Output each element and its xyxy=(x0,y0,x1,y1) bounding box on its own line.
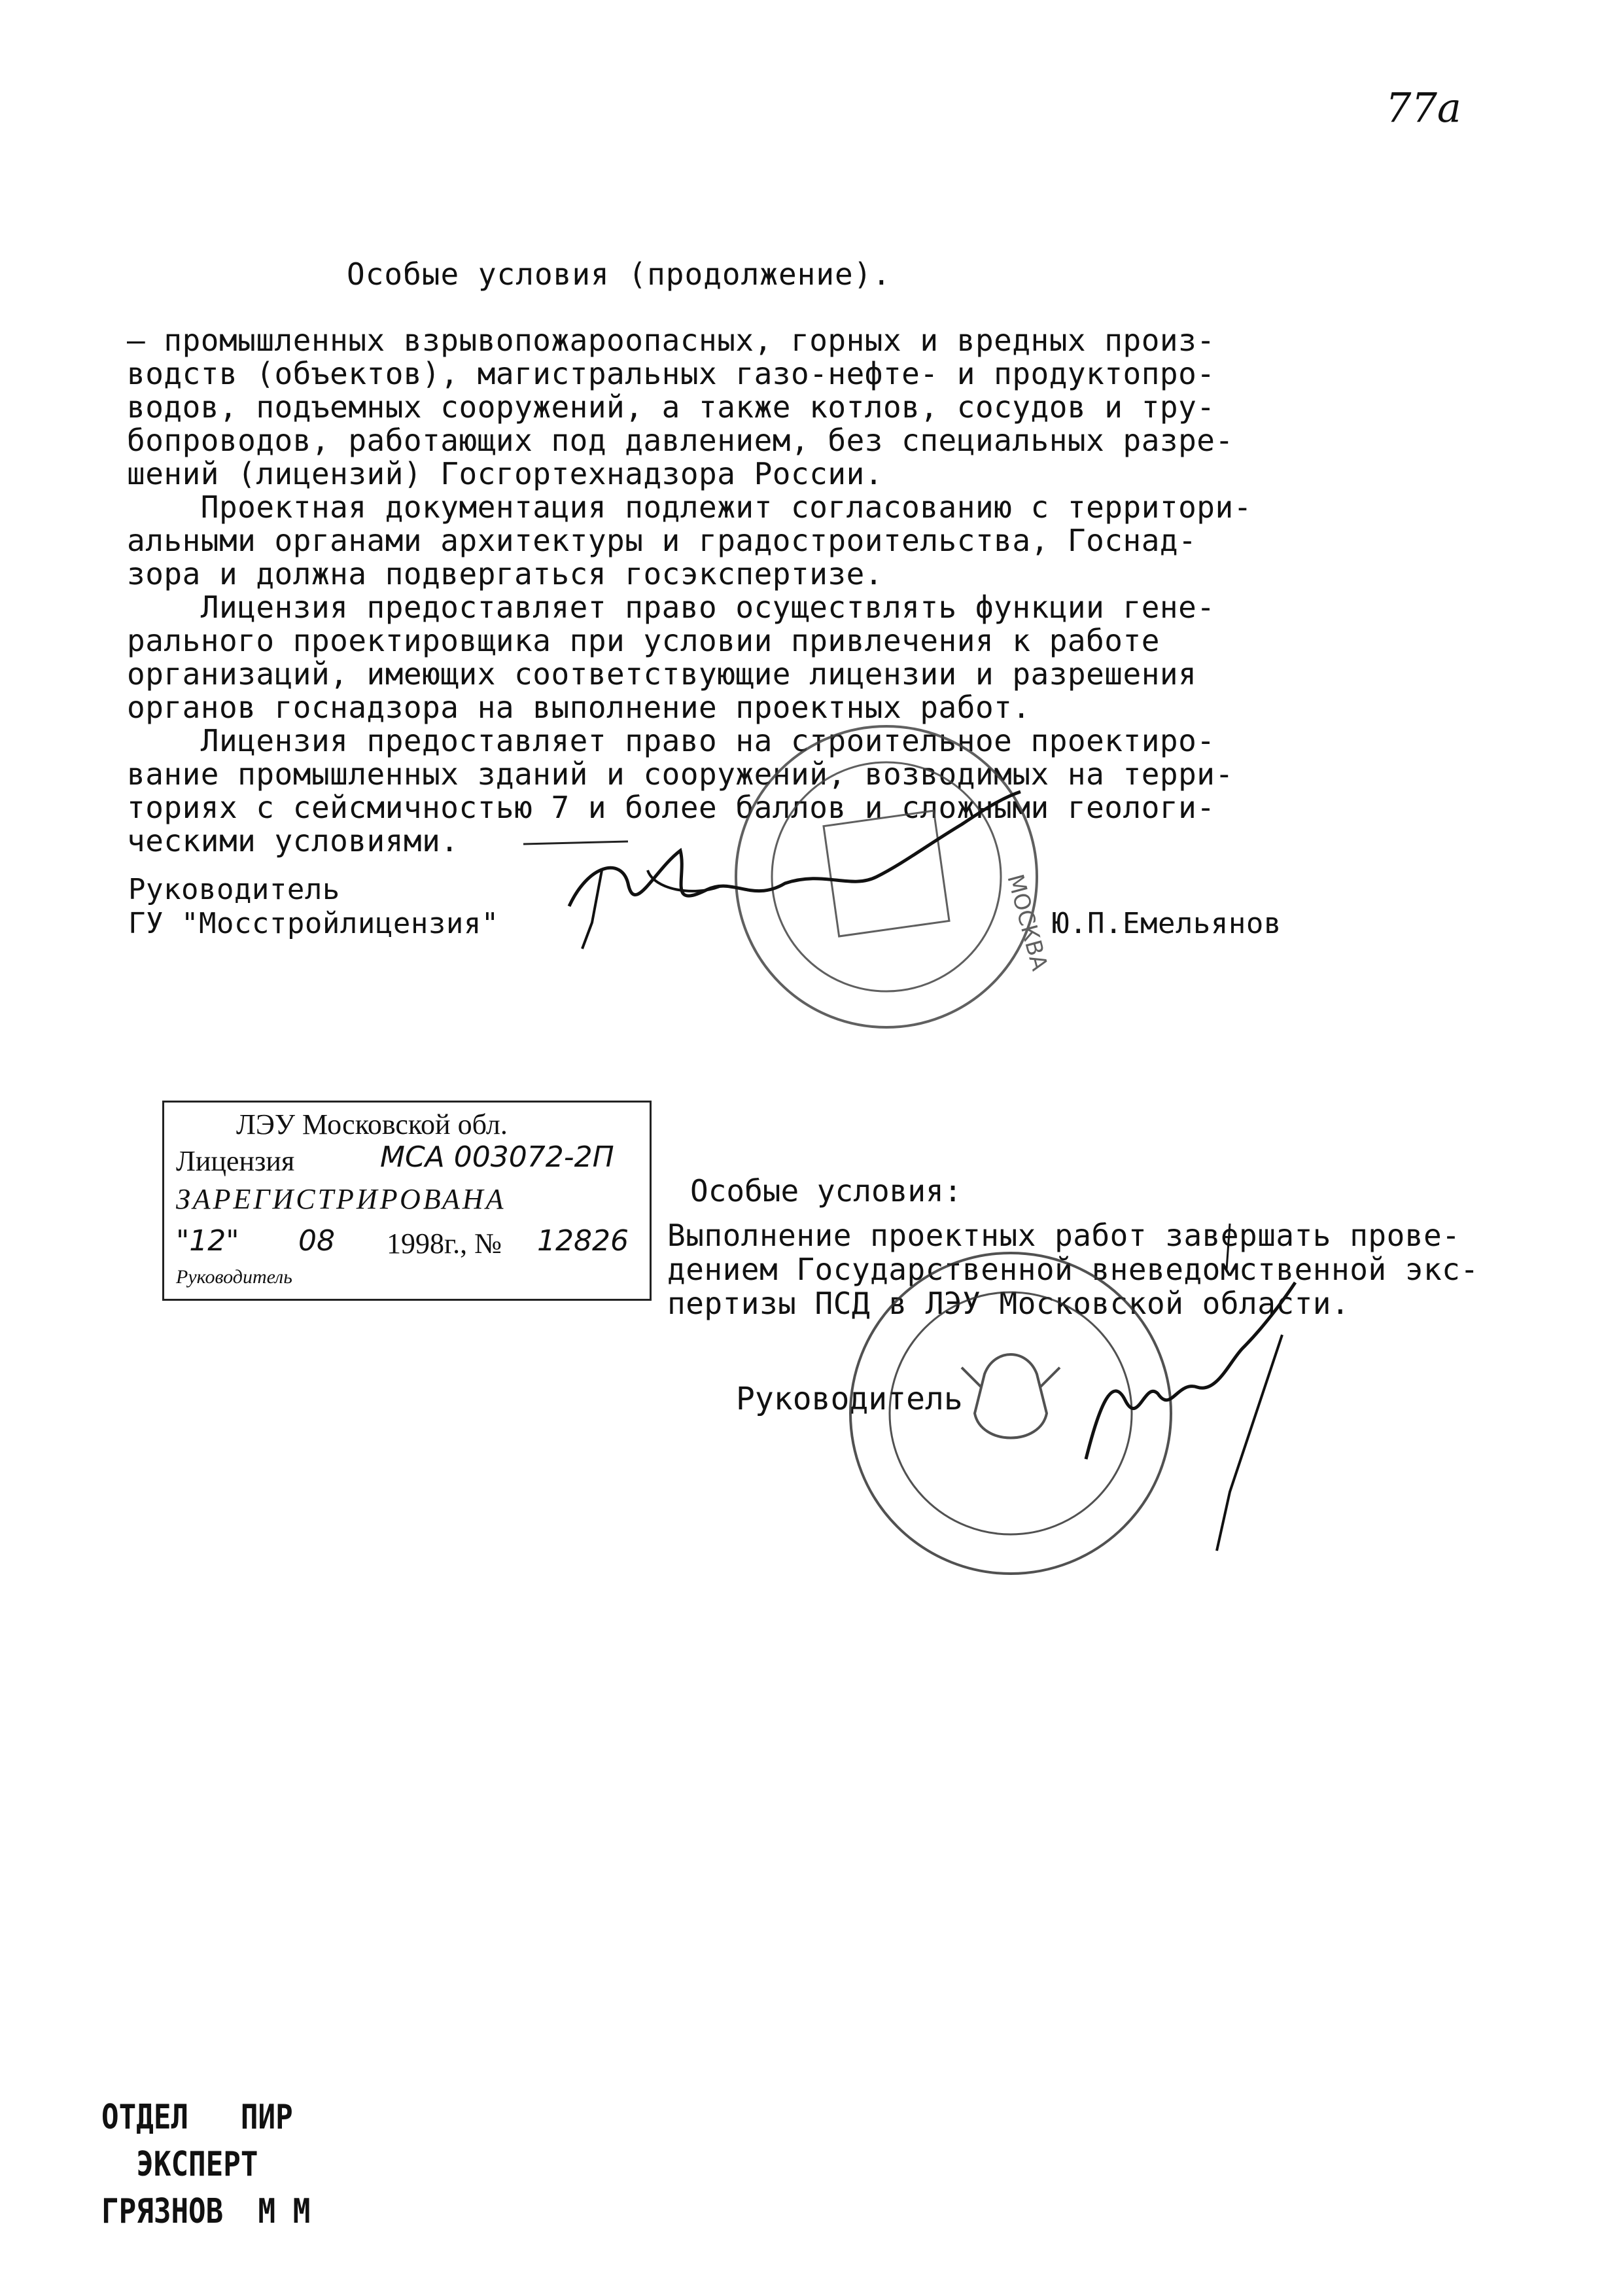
body-line: ториях с сейсмичностью 7 и более баллов и сложными геологи- xyxy=(127,790,1215,825)
body-line: вание промышленных зданий и сооружений, возводимых на терри- xyxy=(127,756,1234,792)
body-line: Проектная документация подлежит согласованию с территори- xyxy=(127,489,1252,525)
upper-signatory-name: Ю.П.Емельянов xyxy=(1052,907,1282,940)
expert-stamp xyxy=(101,2094,310,2235)
body-line: ческими условиями. xyxy=(127,823,459,858)
lower-signature xyxy=(1086,1282,1295,1459)
body-line: водств (объектов), магистральных газо-нефте- и продуктопро- xyxy=(127,356,1215,391)
stamp-date-month: 08 xyxy=(298,1224,335,1258)
body-line: зора и должна подвергаться госэкспертизе. xyxy=(127,556,883,592)
stamp-date-year: 1998г., № xyxy=(387,1227,502,1260)
lower-title: Особые условия: xyxy=(690,1173,962,1209)
body-line: рального проектировщика при условии привлечения к работе xyxy=(127,623,1160,658)
body-line: Лицензия предоставляет право на строительное проектиро- xyxy=(127,723,1215,758)
lower-seal xyxy=(850,1253,1171,1574)
stamp-line1: ЛЭУ Московской обл. xyxy=(236,1108,508,1140)
lower-line: Выполнение проектных работ завершать прове- xyxy=(667,1218,1461,1253)
body-line: водов, подъемных сооружений, а также котлов, сосудов и тру- xyxy=(127,389,1215,425)
lower-signatory-role: Руководитель xyxy=(736,1381,963,1417)
expert-line2: ЭКСПЕРТ xyxy=(101,2145,258,2184)
body-line: Лицензия предоставляет право осуществлять функции гене- xyxy=(127,590,1215,625)
body-line: шений (лицензий) Госгортехнадзора России. xyxy=(127,456,883,491)
stamp-reg-number: 12826 xyxy=(537,1224,629,1258)
body-line: бопроводов, работающих под давлением, без специальных разре- xyxy=(127,423,1234,458)
body-line: организаций, имеющих соответствующие лицензии и разрешения xyxy=(127,656,1197,692)
stamp-registered: ЗАРЕГИСТРИРОВАНА xyxy=(176,1183,506,1215)
expert-line3: ГРЯЗНОВ М М xyxy=(101,2192,311,2231)
page-number: 77а xyxy=(1386,84,1461,132)
lower-line: дением Государственной вневедомственной экс- xyxy=(667,1252,1479,1287)
stamp-head-label: Руководитель xyxy=(176,1266,292,1288)
lower-line: пертизы ПСД в ЛЭУ Московской области. xyxy=(667,1286,1350,1321)
upper-signatory-org: ГУ "Мосстройлицензия" xyxy=(128,907,499,940)
body-line: – промышленных взрывопожароопасных, горных и вредных произ- xyxy=(127,323,1215,358)
svg-text:МОСКВА: МОСКВА xyxy=(1002,871,1053,974)
body-line: альными органами архитектуры и градостроительства, Госнад- xyxy=(127,523,1197,558)
expert-line1: ОТДЕЛ ПИР xyxy=(101,2098,293,2137)
body-line: органов госнадзора на выполнение проектных работ. xyxy=(127,690,1031,725)
upper-signatory-role: Руководитель xyxy=(128,873,340,906)
stamp-license-number: МСА 003072-2П xyxy=(380,1140,614,1174)
stamp-date-day: "12" xyxy=(176,1224,239,1258)
upper-title: Особые условия (продолжение). xyxy=(347,256,892,292)
stamp-license-label: Лицензия xyxy=(176,1145,295,1177)
